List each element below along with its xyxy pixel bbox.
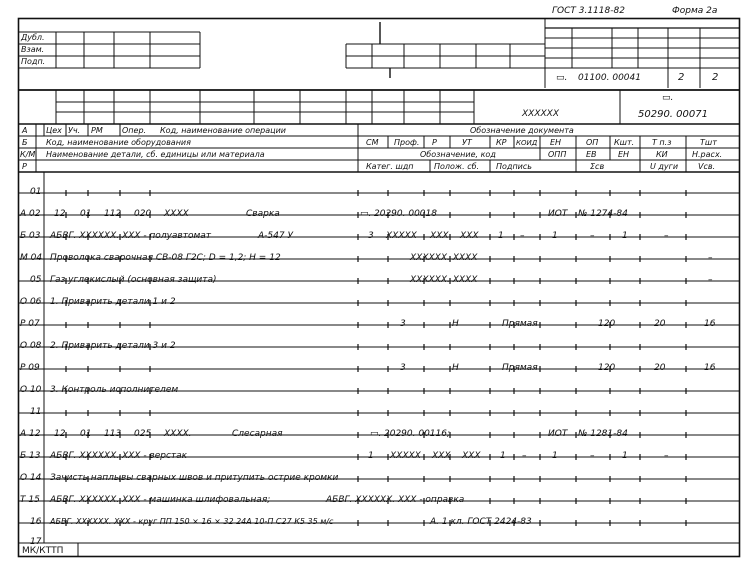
row-label-m04: М 04	[20, 253, 43, 263]
r06-instruction: 1. Приварить детали 1 и 2	[50, 297, 176, 307]
r12-iot: ИОТ	[548, 429, 568, 439]
r10-instruction: 3. Контроль исполнителем	[50, 385, 179, 395]
hdr-r2-op: ОП	[586, 138, 599, 147]
row-label-11: 11	[30, 407, 42, 417]
r03-equipment: АБВГ. XXXXXX. XXX - полуавтомат	[50, 231, 212, 241]
r13-r: XXX	[432, 451, 451, 461]
r02-rm: 112	[104, 209, 122, 219]
r16-tool: АБВГ. XXXXXX. XXX - круг ПП 150 × 16 × 32 24А 10-П С27 К5 35 м/с	[50, 517, 334, 526]
hdr-r2-kod-obor: Код, наименование оборудования	[46, 138, 191, 147]
row-label-a02: А 02	[20, 209, 41, 219]
r07-position: Н	[452, 319, 459, 329]
r14-instruction: Зачисть наплывы сварных швов и притупить острие кромки	[50, 473, 339, 483]
row-label-t15: Т 15	[20, 495, 40, 505]
row-label-16: 16	[30, 517, 42, 527]
hdr-r2-sm: СМ	[366, 138, 379, 147]
hdr-r3-nrash: Н.расх.	[692, 150, 723, 159]
name-code: XXXXXX	[522, 109, 559, 119]
hdr-r1-kod-oper: Код, наименование операции	[160, 126, 286, 135]
doc-code2: 50290. 00071	[638, 109, 708, 120]
hdr-r2-kr: КР	[496, 138, 507, 147]
hdr-r2-ut: УТ	[462, 138, 472, 147]
r09-position: Н	[452, 363, 459, 373]
r03-op: –	[590, 231, 595, 241]
stamp-vzam: Взам.	[21, 45, 45, 54]
row-label-17: 17	[30, 537, 42, 547]
r04-material: Проволока сварочная СВ-08 Г2С; D = 1,2; H = 12	[50, 253, 281, 263]
r02-oper-name: Сварка	[246, 209, 280, 219]
r03-ksht: 1	[622, 231, 628, 241]
hdr-r2-tpz: Т п.з	[652, 138, 672, 147]
row-label-r07: Р 07	[20, 319, 40, 329]
hdr-r4-vsv: Vсв.	[698, 162, 716, 171]
r09-speed: 16	[704, 363, 716, 373]
hdr-r3-en: ЕН	[618, 150, 630, 159]
r12-doc-marker-icon: ▭.	[370, 429, 382, 439]
r03-r: XXX	[430, 231, 449, 241]
r12-rm: 113	[104, 429, 122, 439]
r05-code: XXXXXX. XXXX	[410, 275, 478, 285]
r12-oper: 025	[134, 429, 152, 439]
r03-prof: XXXXX	[386, 231, 417, 241]
row-label-b03: Б 03	[20, 231, 41, 241]
r12-code: XXXX.	[164, 429, 192, 439]
r07-current: 120	[598, 319, 616, 329]
r13-kr: 1	[500, 451, 506, 461]
hdr-r4-u-dugi: U дуги	[650, 162, 679, 171]
gost-number: ГОСТ 3.1118-82	[552, 6, 625, 16]
row-label-01: 01	[30, 187, 42, 197]
r04-dash: –	[708, 253, 713, 263]
row-label-o10: О 10	[20, 385, 42, 395]
hdr-r2-r: Р	[432, 138, 437, 147]
r03-en: 1	[552, 231, 558, 241]
hdr-r3-oboznach-kod: Обозначение, код	[420, 150, 496, 159]
r09-voltage: 20	[654, 363, 666, 373]
r16-standard: А. 1 кл. ГОСТ 2424-83	[430, 517, 532, 527]
r13-en: 1	[552, 451, 558, 461]
hdr-r4-sigma-sv: Σсв	[590, 162, 605, 171]
doc-code: 01100. 00041	[578, 73, 641, 83]
r12-doc: 20290. 00116;	[384, 429, 451, 439]
hdr-r1-uch: Уч.	[68, 126, 81, 135]
r05-material: Газ углекислый (основная защита)	[50, 275, 217, 285]
r07-category: 3	[400, 319, 406, 329]
row-label-b13: Б 13	[20, 451, 41, 461]
r02-doc: 20290. 00018	[374, 209, 437, 219]
hdr-r3-ev: ЕВ	[586, 150, 597, 159]
hdr-r4-kateg: Катег. шдп	[366, 162, 414, 171]
r12-oper-name: Слесарная	[232, 429, 283, 439]
row-label-a12: А 12	[20, 429, 41, 439]
r03-model: А-547 У	[258, 231, 293, 241]
r02-uch: 01	[80, 209, 92, 219]
r04-code: XXXXXX. XXXX	[410, 253, 478, 263]
hdr-r2-tsht: Тшт	[700, 138, 717, 147]
sheets-total: 2	[712, 72, 719, 83]
hdr-r3-ki: КИ	[656, 150, 668, 159]
row-label-o06: О 06	[20, 297, 42, 307]
hdr-r4-polozh: Полож. сб.	[434, 162, 480, 171]
r09-category: 3	[400, 363, 406, 373]
r09-polarity: Прямая	[502, 363, 538, 373]
r13-op: –	[590, 451, 595, 461]
r03-tpz: –	[664, 231, 669, 241]
r12-ceh: 12	[54, 429, 66, 439]
hdr-r3-naim: Наименование детали, сб. единицы или материала	[46, 150, 265, 159]
r13-ut: XXX	[462, 451, 481, 461]
form-number: Форма 2а	[672, 6, 718, 16]
r02-doc-marker-icon: ▭.	[360, 209, 372, 219]
hdr-r4-r: Р	[22, 162, 27, 171]
r03-sm: 3	[368, 231, 374, 241]
r13-tpz: –	[664, 451, 669, 461]
hdr-r3-opp: ОПП	[548, 150, 567, 159]
r03-koid: –	[520, 231, 525, 241]
hdr-r2-koid: КОИД	[516, 139, 538, 147]
row-label-o08: О 08	[20, 341, 42, 351]
r13-equipment: АБВГ. XXXXXX. XXX - верстак	[50, 451, 188, 461]
r03-kr: 1	[498, 231, 504, 241]
footer-form-code: МК/КТТП	[22, 546, 64, 556]
r13-koid: –	[522, 451, 527, 461]
r12-iot-num: № 1281-84	[578, 429, 628, 439]
r08-instruction: 2. Приварить детали 3 и 2	[50, 341, 176, 351]
r03-ut: XXX	[460, 231, 479, 241]
row-label-r09: Р 09	[20, 363, 40, 373]
r02-iot: ИОТ	[548, 209, 568, 219]
hdr-r1-oper: Опер.	[122, 126, 147, 135]
hdr-r2-b: Б	[22, 138, 28, 147]
hdr-r3-km: К/М	[20, 150, 36, 159]
r05-dash: –	[708, 275, 713, 285]
sheet-number: 2	[678, 72, 685, 83]
hdr-r2-en: ЕН	[550, 138, 562, 147]
hdr-r1-ceh: Цех	[46, 126, 62, 135]
r15-tool-2: АБВГ. XXXXXX. XXX - оправка	[326, 495, 465, 505]
r13-ksht: 1	[622, 451, 628, 461]
hdr-r4-podpis: Подпись	[496, 162, 532, 171]
r12-uch: 01	[80, 429, 92, 439]
r07-speed: 16	[704, 319, 716, 329]
stamp-dubl: Дубл.	[21, 33, 45, 42]
hdr-r1-oboznach-doc: Обозначение документа	[470, 126, 574, 135]
doc-code-marker-icon: ▭.	[556, 73, 568, 83]
r09-current: 120	[598, 363, 616, 373]
r07-polarity: Прямая	[502, 319, 538, 329]
hdr-r2-prof: Проф.	[394, 138, 420, 147]
r02-ceh: 12	[54, 209, 66, 219]
hdr-r1-rm: РМ	[91, 126, 103, 135]
r13-sm: 1	[368, 451, 374, 461]
r07-voltage: 20	[654, 319, 666, 329]
r02-iot-num: № 1274-84	[578, 209, 628, 219]
hdr-r1-a: А	[22, 126, 28, 135]
r02-oper: 020	[134, 209, 152, 219]
stamp-podp: Подп.	[21, 57, 46, 66]
row-label-o14: О 14	[20, 473, 42, 483]
hdr-r2-ksht: Кшт.	[614, 138, 635, 147]
r13-prof: XXXXX	[390, 451, 421, 461]
r15-tool-1: АБВГ. XXXXXX. XXX - машинка шлифовальная;	[50, 495, 271, 505]
doc-code2-marker-icon: ▭.	[662, 93, 674, 103]
r02-code: XXXX	[164, 209, 189, 219]
row-label-05: 05	[30, 275, 42, 285]
